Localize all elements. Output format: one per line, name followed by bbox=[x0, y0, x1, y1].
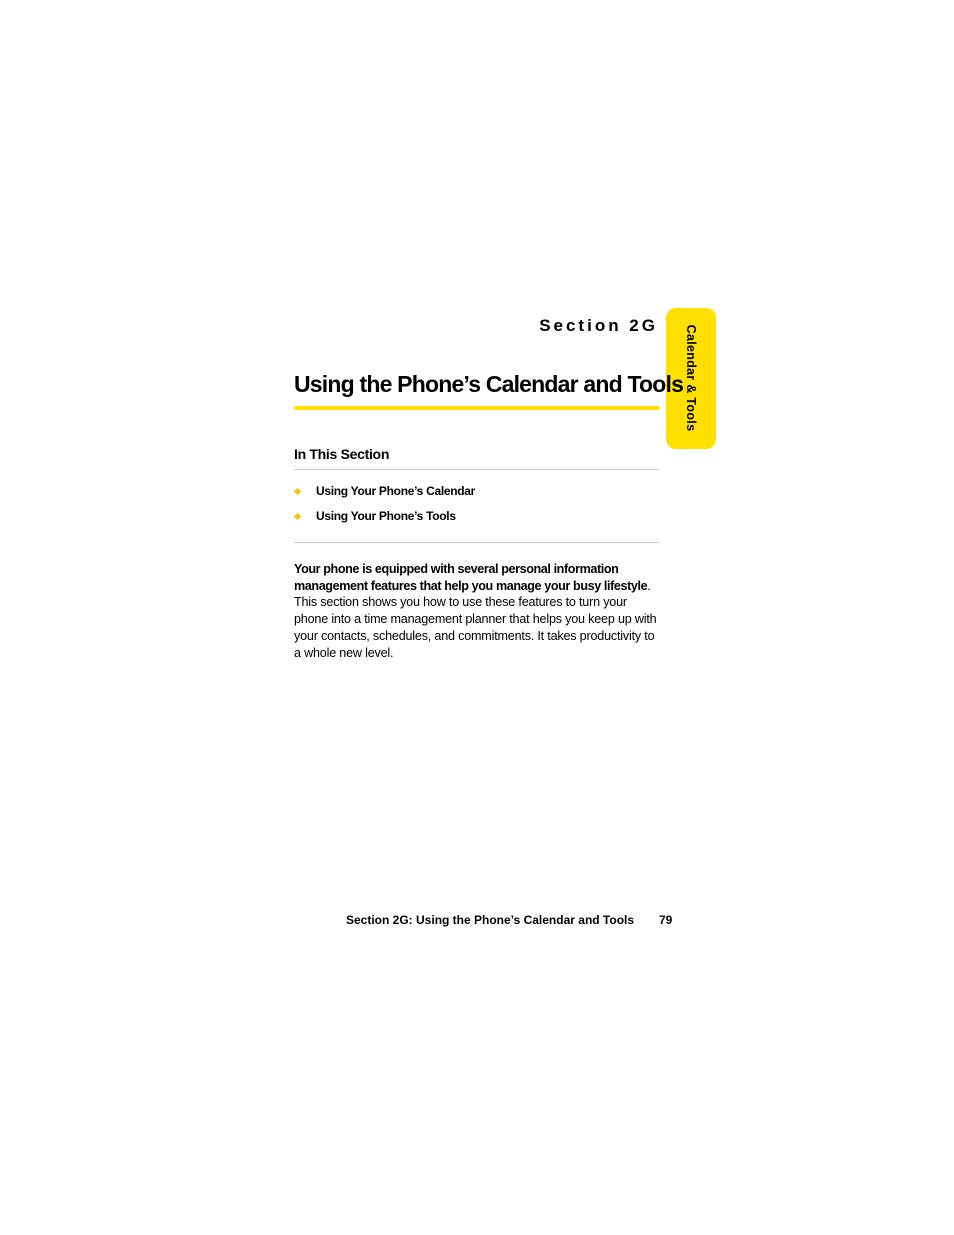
page-number: 79 bbox=[659, 913, 673, 927]
title-underline bbox=[294, 406, 659, 410]
section-label: Section 2G bbox=[539, 316, 658, 335]
diamond-bullet-icon bbox=[294, 488, 301, 495]
page-title: Using the Phone’s Calendar and Tools bbox=[294, 371, 684, 397]
intro-lead: Your phone is equipped with several personal information management features that help you manage your busy lifestyle bbox=[294, 562, 648, 593]
in-this-section-heading: In This Section bbox=[294, 446, 390, 462]
toc-item-calendar[interactable] bbox=[294, 483, 659, 508]
intro-lead-period: . bbox=[647, 578, 651, 593]
toc-item-label: Using Your Phone’s Calendar bbox=[316, 484, 476, 498]
section-divider-top bbox=[294, 469, 659, 470]
intro-paragraph bbox=[294, 561, 659, 661]
toc-list bbox=[294, 483, 659, 533]
side-tab-label: Calendar & Tools bbox=[684, 324, 698, 432]
intro-body: This section shows you how to use these features to turn your phone into a time management planner that helps you keep up with your contacts, schedules, and commitments. It takes productivity to a whole new level. bbox=[294, 595, 657, 660]
diamond-bullet-icon bbox=[294, 513, 301, 520]
footer-running-title: Section 2G: Using the Phone’s Calendar and Tools bbox=[346, 913, 635, 927]
section-divider-bottom bbox=[294, 542, 659, 543]
toc-item-label: Using Your Phone’s Tools bbox=[316, 509, 456, 523]
toc-item-tools[interactable] bbox=[294, 508, 659, 533]
